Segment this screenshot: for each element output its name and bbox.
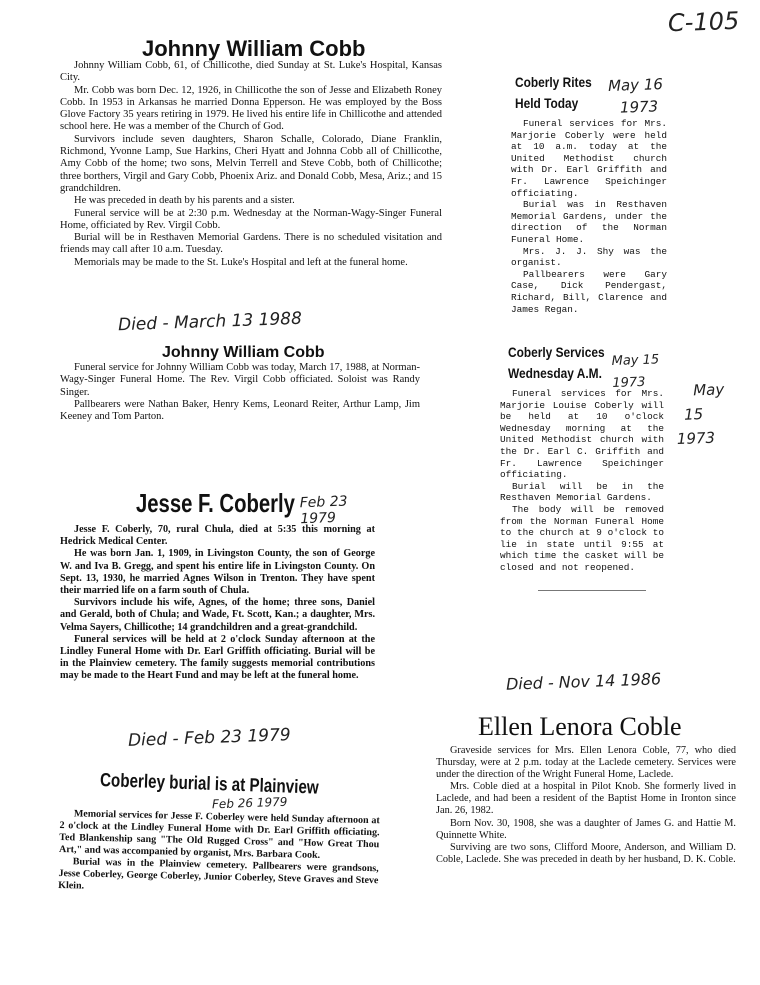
paragraph: Survivors include his wife, Agnes, of the home; three sons, Daniel and Gerald, both of Chula; and Wade, Ft. Scott, Kan.; a daughter, Mrs. Velma Sayers, Chillicothe; 14 grandchildren and a great-grandchild.: [60, 597, 375, 633]
coberley-burial-note: Feb 26 1979: [211, 794, 288, 812]
coberly-rites-body: [511, 118, 667, 315]
paragraph: Mrs. J. J. Shy was the organist.: [511, 245, 667, 269]
coberly-rites-note-year: 1973: [619, 97, 659, 117]
paragraph: Burial was in the Plainview cemetery. Pallbearers were grandsons, Jesse Coberley, George Coberley, Junior Coberley, Steve Graves and Steve Klein.: [58, 856, 379, 892]
coberly-services-note-side: [675, 377, 737, 451]
paragraph: Burial will be in the Resthaven Memorial Gardens.: [500, 480, 664, 504]
paragraph: Mrs. Coble died at a hospital in Pilot Knob. She formerly lived in Laclede, and had been a resident of the Baptist Home in Ironton since Jan. 26, 1982.: [436, 781, 736, 817]
coberly-services-note-inline: May 15 1973: [611, 352, 660, 392]
paragraph: Pallbearers were Gary Case, Dick Pendergast, Richard, Bill, Clarence and James Regan.: [511, 268, 667, 315]
note-side-line: 1973: [676, 428, 716, 449]
paragraph: Graveside services for Mrs. Ellen Lenora Coble, 77, who died Thursday, were at 2 p.m. today at the Laclede cemetery. Services were under the direction of the Wright Funeral Home, Laclede.: [436, 745, 736, 781]
coberly-rites-title-line1: Coberly Rites: [515, 74, 592, 90]
paragraph: Pallbearers were Nathan Baker, Henry Kems, Leonard Reiter, Arthur Lamp, Jim Keeney and Tom Parton.: [60, 398, 420, 423]
coberly-services-title-line2: Wednesday A.M.: [508, 365, 602, 381]
paragraph: Born Nov. 30, 1908, she was a daughter of James G. and Hattie M. Quinnette White.: [436, 817, 736, 841]
coberly-rites-note-date: May 16: [607, 75, 664, 95]
note-side-line: 15: [683, 405, 704, 424]
paragraph: Memorial services for Jesse F. Coberley were held Sunday afternoon at 2 o'clock at the Lindley Funeral Home with Dr. Earl Griffith officiating. Ted Blankenship sang "The Old Rugged Cross" and "How Great Thou Art," and was accompanied by organist, Mrs. Barbara Cook.: [58, 808, 380, 861]
paragraph: Johnny William Cobb, 61, of Chillicothe, died Sunday at St. Luke's Hospital, Kansas City.: [60, 60, 442, 84]
coberley-burial-body: [58, 808, 380, 899]
paragraph: Mr. Cobb was born Dec. 12, 1926, in Chillicothe the son of Jesse and Elizabeth Roney Cobb. In 1953 in Arkansas he married Donna Epperson. He was employed by the Boss Glove Factory 35 years retiring in 1979. He lived his entire life in Chillicothe and attended school here. He was a member of the Church of God.: [60, 84, 442, 133]
cobb-service-title: Johnny William Cobb: [162, 344, 325, 361]
paragraph: Funeral services for Mrs. Marjorie Coberly were held at 10 a.m. today at the United Methodist church with Dr. Earl Griffith and Fr. Lawrence Speichinger officiating.: [511, 118, 667, 199]
paragraph: Burial will be in Resthaven Memorial Gardens. There is no scheduled visitation and friends may call after 10 a.m. Tuesday.: [60, 232, 442, 256]
paragraph: Burial was in Resthaven Memorial Gardens, under the direction of the Norman Funeral Home.: [511, 199, 667, 245]
paragraph: Funeral services will be held at 2 o'clock Sunday afternoon at the Lindley Funeral Home with Dr. Earl Griffith officiating. Burial will be in the Plainview cemetery. The family suggests memorial contributions may be made to the Heart Fund and may be left at the funeral home.: [60, 633, 375, 682]
coberly-rites-title: [515, 72, 592, 114]
cobb-died-note: Died - March 13 1988: [117, 308, 303, 336]
paragraph: Survivors include seven daughters, Sharon Schalle, Colorado, Diane Franklin, Richmond, Yvonne Lamp, Sue Harkins, Cheri Hyatt and Johnna Cobb all of Chillicothe, Amy Cobb of the home; two sons, Melvin Terrell and Steve Cobb, both of Chillicothe; three borthers, Virgil and Gary Cobb, Phoenix Ariz. and Donald Cobb, Mesa, Ariz.; and 15 grandchildren.: [60, 133, 442, 194]
paragraph: He was preceded in death by his parents and a sister.: [74, 195, 295, 207]
jesse-title-note: Feb 23 1979: [299, 493, 348, 528]
paragraph: Funeral service will be at 2:30 p.m. Wednesday at the Norman-Wagy-Singer Funeral Home, officiated by Rev. Virgil Cobb.: [60, 207, 442, 231]
paragraph: Memorials may be made to the St. Luke's Hospital and left at the funeral home.: [74, 256, 408, 268]
coberly-rites-title-line2: Held Today: [515, 95, 579, 111]
paragraph: Funeral services for Mrs. Marjorie Louise Coberly will be held at 10 o'clock Wednesday morning at the United Methodist church with the Dr. Earl C. Griffith and Fr. Lawrence Speichinger officiating.: [500, 388, 664, 481]
paragraph: The body will be removed from the Norman Funeral Home to the church at 9 o'clock to lie in state until 9:55 at which time the casket will be closed and not reopened.: [500, 503, 664, 573]
cobb-obituary-body: [60, 60, 442, 269]
paragraph: Surviving are two sons, Clifford Moore, Anderson, and William D. Coble, Laclede. She was preceded in death by her husband, D. K. Coble.: [436, 841, 736, 865]
paragraph: Funeral service for Johnny William Cobb was today, March 17, 1988, at Norman-Wagy-Singer Funeral Home. The Rev. Virgil Cobb officiated. Soloist was Randy Singer.: [60, 362, 420, 398]
jesse-obituary-title: Jesse F. Coberly: [136, 488, 295, 518]
paragraph: He was born Jan. 1, 1909, in Livingston County, the son of George W. and Iva B. Gregg, and spent his entire life in Livingston County. On Sept. 13, 1930, he married Agnes Wilson in Trenton. They have spent their married life on a farm south of Chula.: [60, 548, 375, 597]
coberley-burial-title: Coberley burial is at Plainview: [99, 770, 320, 799]
coberly-services-title: [508, 342, 605, 384]
coberly-services-body: [500, 388, 664, 574]
cobb-service-body: [60, 362, 420, 423]
cobb-obituary-title: Johnny William Cobb: [142, 36, 366, 61]
jesse-died-note: Died - Feb 23 1979: [127, 725, 292, 751]
coble-obituary-title: Ellen Lenora Coble: [478, 712, 682, 741]
paragraph: Jesse F. Coberly, 70, rural Chula, died at 5:35 this morning at Hedrick Medical Center.: [60, 524, 375, 548]
note-side-line: May: [692, 380, 725, 400]
corner-note: C-105: [667, 6, 740, 38]
divider: [538, 590, 646, 591]
coble-died-note: Died - Nov 14 1986: [505, 669, 662, 694]
jesse-obituary-body: [60, 524, 375, 683]
coble-obituary-body: [436, 745, 736, 866]
coberly-services-title-line1: Coberly Services: [508, 344, 605, 360]
